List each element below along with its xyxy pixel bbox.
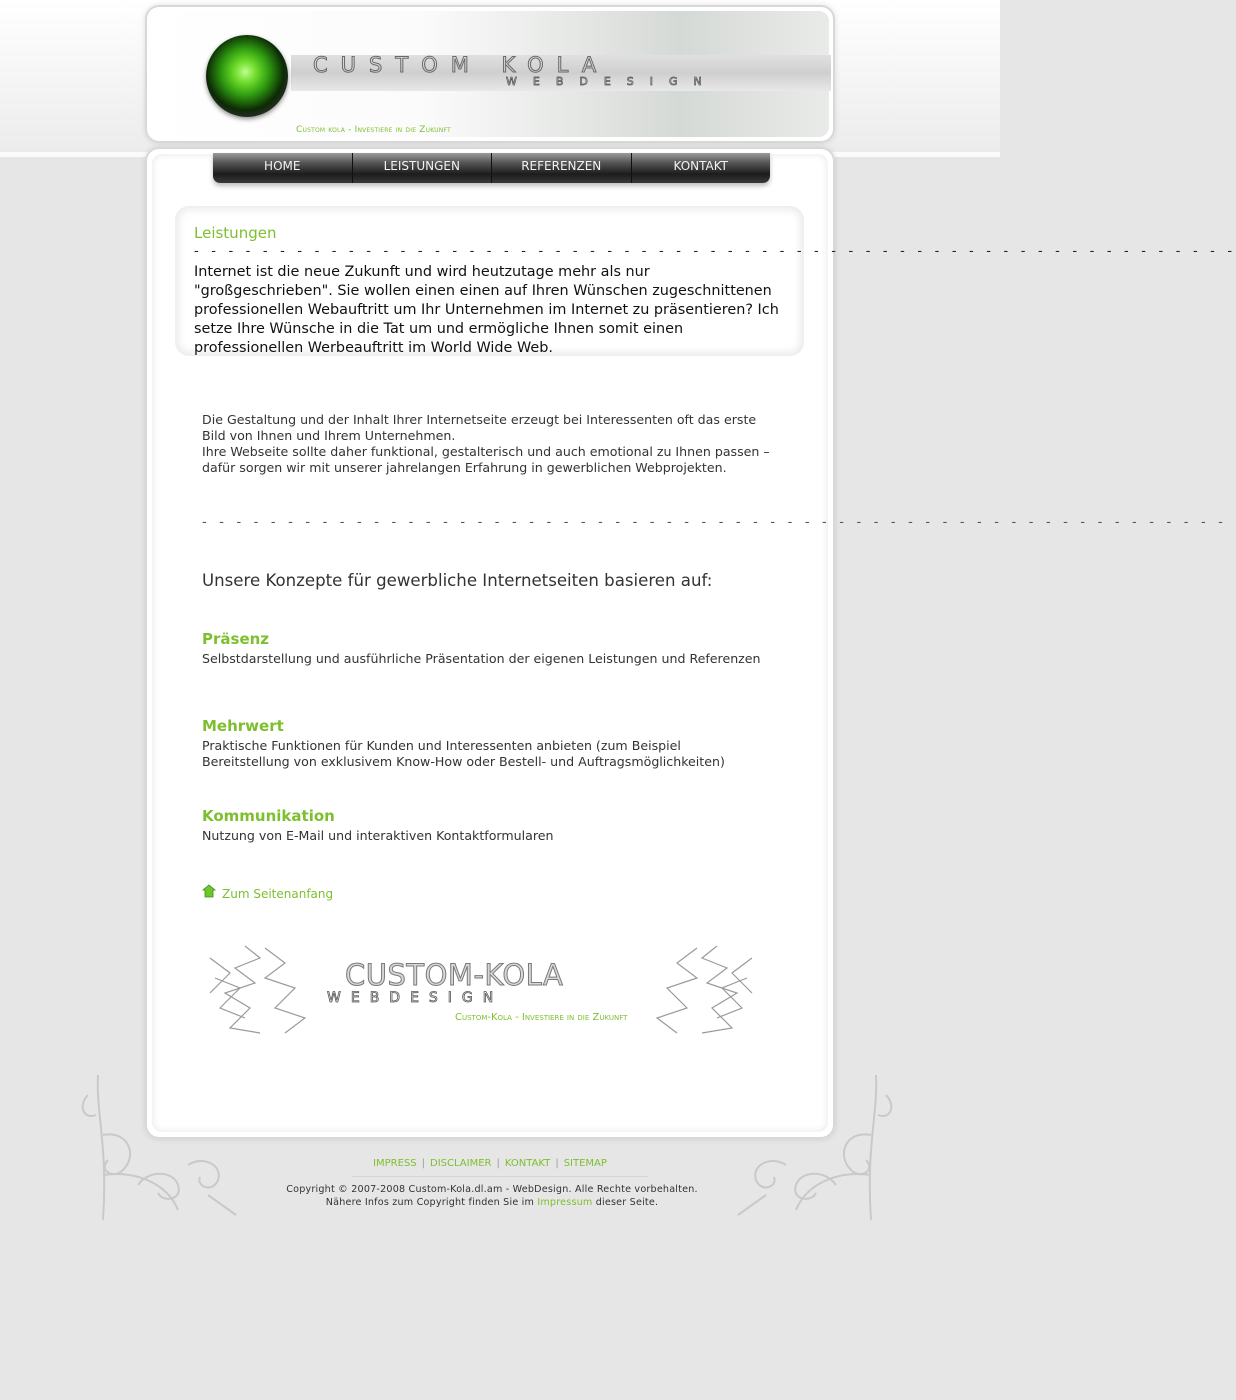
copyright-line-1: Copyright © 2007-2008 Custom-Kola.dl.am - WebDesign. Alle Rechte vorbehalten. xyxy=(286,1184,698,1195)
concepts-heading: Unsere Konzepte für gewerbliche Internetseiten basieren auf: xyxy=(202,571,713,590)
main-nav xyxy=(213,153,770,183)
copyright-line-2 xyxy=(0,1196,984,1209)
header-tagline: Custom kola - Investiere in die Zukunft xyxy=(296,125,451,135)
content-divider: - - - - - - - - - - - - - - - - - - - - - - - - - - - - - - - - - - - - - - - - - - - - - - - - - - - - - - - - - - - - xyxy=(202,515,1228,530)
nav-item-home[interactable]: HOME xyxy=(213,153,353,183)
intro-divider: - - - - - - - - - - - - - - - - - - - - - - - - - - - - - - - - - - - - - - - - - - - - - - - - - - - - - - - - - - - - - xyxy=(194,244,1236,259)
header-frame xyxy=(145,5,835,143)
copyright-line-2-pre: Nähere Infos zum Copyright finden Sie im xyxy=(325,1197,535,1208)
header-banner xyxy=(151,11,829,137)
footer-links xyxy=(0,1158,980,1169)
back-to-top-label: Zum Seitenanfang xyxy=(222,887,334,901)
footer-link-kontakt[interactable]: KONTAKT xyxy=(504,1158,551,1169)
header-logo-title: CUSTOM KOLA xyxy=(313,53,610,77)
copyright-line-2-post: dieser Seite. xyxy=(595,1197,659,1208)
intro-text: Internet ist die neue Zukunft und wird heutzutage mehr als nur "großgeschrieben". Sie wollen einen einen auf Ihren Wünschen zugeschnittenen professionellen Webauftritt um Ihr Unternehmen im Internet zu präsentieren? Ich setze Ihre Wünsche in die Tat um und ermögliche Ihnen somit einen professionellen Werbeauftritt im World Wide Web. xyxy=(194,264,779,356)
concept-title-kommunikation: Kommunikation xyxy=(202,807,335,825)
impressum-link[interactable]: Impressum xyxy=(537,1197,593,1208)
footer-separator: | xyxy=(421,1158,426,1169)
nav-item-referenzen[interactable]: REFERENZEN xyxy=(492,153,632,183)
intro-title: Leistungen xyxy=(194,224,277,242)
concept-text-kommunikation: Nutzung von E-Mail und interaktiven Kontaktformularen xyxy=(202,828,554,843)
footer-divider xyxy=(352,1176,648,1177)
footer-logo-subtitle: WEBDESIGN xyxy=(327,990,504,1006)
footer-separator: | xyxy=(555,1158,559,1169)
nav-item-kontakt[interactable]: KONTAKT xyxy=(673,159,728,173)
header-logo-subtitle: WEBDESIGN xyxy=(506,75,718,88)
green-orb-logo-icon xyxy=(206,35,288,117)
nav-item-leistungen[interactable]: LEISTUNGEN xyxy=(353,153,493,183)
footer-logo-tagline: Custom-Kola - Investiere in die Zukunft xyxy=(455,1012,628,1023)
footer-logo-title: CUSTOM-KOLA xyxy=(345,958,564,992)
footer-link-disclaimer[interactable]: DISCLAIMER xyxy=(430,1158,492,1169)
back-to-top-link[interactable] xyxy=(202,881,333,901)
home-arrow-icon xyxy=(202,884,216,898)
concept-text-praesenz: Selbstdarstellung und ausführliche Präsentation der eigenen Leistungen und Referenzen xyxy=(202,651,761,666)
footer-separator: | xyxy=(496,1158,500,1169)
footer-logo xyxy=(205,938,757,1038)
footer-link-impress[interactable]: IMPRESS xyxy=(373,1158,417,1169)
content-paragraph-1: Die Gestaltung und der Inhalt Ihrer Internetseite erzeugt bei Interessenten oft das erste Bild von Ihnen und Ihrem Unternehmen. xyxy=(202,412,757,443)
copyright xyxy=(0,1183,984,1209)
concept-title-praesenz: Präsenz xyxy=(202,630,270,648)
concept-title-mehrwert: Mehrwert xyxy=(202,717,284,735)
footer-link-sitemap[interactable]: SITEMAP xyxy=(563,1158,607,1169)
content-paragraph-2: Ihre Webseite sollte daher funktional, gestalterisch und auch emotional zu Ihnen passen – dafür sorgen wir mit unserer jahrelangen Erfahrung in gewerblichen Webprojekten. xyxy=(202,444,770,475)
concept-text-mehrwert: Praktische Funktionen für Kunden und Interessenten anbieten (zum Beispiel Bereitstellung von exklusivem Know-How oder Bestell- und Auftragsmöglichkeiten) xyxy=(202,738,725,769)
